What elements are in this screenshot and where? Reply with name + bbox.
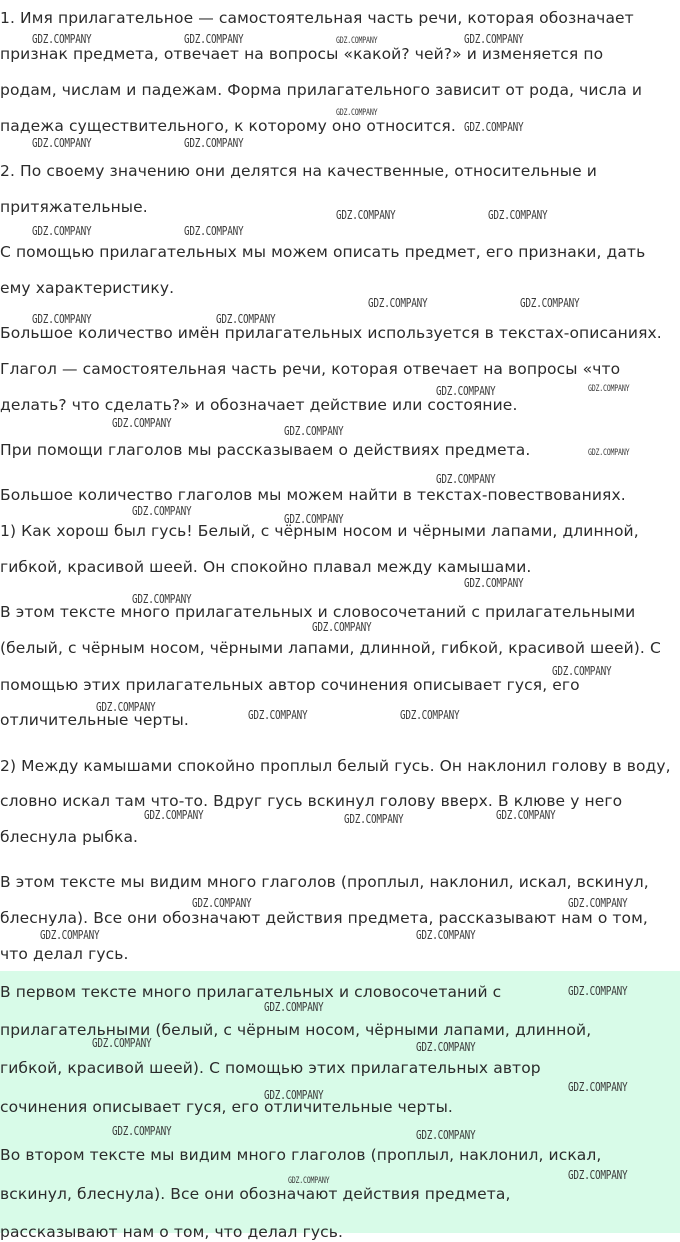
text-line: При помощи глаголов мы рассказываем о действиях предмета. <box>0 441 531 459</box>
text-line: делать? что сделать?» и обозначает действие или состояние. <box>0 396 518 414</box>
text-line: В этом тексте мы видим много глаголов (проплыл, наклонил, искал, вскинул, <box>0 873 649 891</box>
watermark: GDZ.COMPANY <box>344 812 404 826</box>
highlight-text-line: прилагательными (белый, с чёрным носом, чёрными лапами, длинной, <box>0 1021 592 1039</box>
watermark: GDZ.COMPANY <box>132 592 192 606</box>
watermark: GDZ.COMPANY <box>568 896 628 910</box>
watermark: GDZ.COMPANY <box>32 136 92 150</box>
watermark: GDZ.COMPANY <box>368 296 428 310</box>
watermark: GDZ.COMPANY <box>112 1124 172 1138</box>
text-line: ему характеристику. <box>0 279 175 297</box>
watermark: GDZ.COMPANY <box>568 1080 628 1094</box>
highlight-text-line: гибкой, красивой шеей). С помощью этих прилагательных автор <box>0 1059 541 1077</box>
watermark: GDZ.COMPANY <box>416 928 476 942</box>
watermark: GDZ.COMPANY <box>436 472 496 486</box>
watermark: GDZ.COMPANY <box>464 576 524 590</box>
highlight-text-line: В первом тексте много прилагательных и словосочетаний с <box>0 983 502 1001</box>
watermark: GDZ.COMPANY <box>184 136 244 150</box>
text-line: 2. По своему значению они делятся на качественные, относительные и <box>0 162 597 180</box>
watermark: GDZ.COMPANY <box>112 416 172 430</box>
text-line: притяжательные. <box>0 198 148 216</box>
watermark: GDZ.COMPANY <box>336 36 378 46</box>
watermark: GDZ.COMPANY <box>416 1128 476 1142</box>
watermark: GDZ.COMPANY <box>436 384 496 398</box>
text-line: отличительные черты. <box>0 711 189 729</box>
watermark: GDZ.COMPANY <box>568 1168 628 1182</box>
watermark: GDZ.COMPANY <box>40 928 100 942</box>
watermark: GDZ.COMPANY <box>32 312 92 326</box>
watermark: GDZ.COMPANY <box>184 224 244 238</box>
text-line: В этом тексте много прилагательных и словосочетаний с прилагательными <box>0 603 636 621</box>
watermark: GDZ.COMPANY <box>264 1000 324 1014</box>
watermark: GDZ.COMPANY <box>552 664 612 678</box>
watermark: GDZ.COMPANY <box>588 384 630 394</box>
watermark: GDZ.COMPANY <box>588 448 630 458</box>
text-line: (белый, с чёрным носом, чёрными лапами, длинной, гибкой, красивой шеей). С <box>0 639 661 657</box>
watermark: GDZ.COMPANY <box>568 984 628 998</box>
watermark: GDZ.COMPANY <box>496 808 556 822</box>
watermark: GDZ.COMPANY <box>336 108 378 118</box>
highlight-text-line: рассказывают нам о том, что делал гусь. <box>0 1223 343 1241</box>
watermark: GDZ.COMPANY <box>216 312 276 326</box>
watermark: GDZ.COMPANY <box>400 708 460 722</box>
highlight-text-line: вскинул, блеснула). Все они обозначают действия предмета, <box>0 1185 511 1203</box>
text-line: Глагол — самостоятельная часть речи, которая отвечает на вопросы «что <box>0 360 621 378</box>
text-line: Большое количество глаголов мы можем найти в текстах-повествованиях. <box>0 486 626 504</box>
text-line: помощью этих прилагательных автор сочинения описывает гуся, его <box>0 676 580 694</box>
text-line: 2) Между камышами спокойно проплыл белый гусь. Он наклонил голову в воду, <box>0 757 671 775</box>
watermark: GDZ.COMPANY <box>488 208 548 222</box>
watermark: GDZ.COMPANY <box>336 208 396 222</box>
text-line: блеснула). Все они обозначают действия предмета, рассказывают нам о том, <box>0 909 648 927</box>
watermark: GDZ.COMPANY <box>32 32 92 46</box>
watermark: GDZ.COMPANY <box>464 120 524 134</box>
highlight-text-line: Во втором тексте мы видим много глаголов (проплыл, наклонил, искал, <box>0 1146 602 1164</box>
watermark: GDZ.COMPANY <box>132 504 192 518</box>
text-line: падежа существительного, к которому оно относится. <box>0 117 456 135</box>
text-line: что делал гусь. <box>0 945 129 963</box>
text-line: 1) Как хорош был гусь! Белый, с чёрным носом и чёрными лапами, длинной, <box>0 522 639 540</box>
watermark: GDZ.COMPANY <box>248 708 308 722</box>
watermark: GDZ.COMPANY <box>264 1088 324 1102</box>
text-line: Большое количество имён прилагательных используется в текстах-описаниях. <box>0 324 662 342</box>
text-line: родам, числам и падежам. Форма прилагательного зависит от рода, числа и <box>0 81 643 99</box>
text-line: 1. Имя прилагательное — самостоятельная часть речи, которая обозначает <box>0 9 634 27</box>
text-line: блеснула рыбка. <box>0 828 139 846</box>
watermark: GDZ.COMPANY <box>184 32 244 46</box>
watermark: GDZ.COMPANY <box>464 32 524 46</box>
watermark: GDZ.COMPANY <box>192 896 252 910</box>
text-line: С помощью прилагательных мы можем описать предмет, его признаки, дать <box>0 243 646 261</box>
watermark: GDZ.COMPANY <box>288 1176 330 1186</box>
text-line: словно искал там что-то. Вдруг гусь вскинул голову вверх. В клюве у него <box>0 792 623 810</box>
watermark: GDZ.COMPANY <box>284 424 344 438</box>
highlight-text-line: сочинения описывает гуся, его отличительные черты. <box>0 1098 453 1116</box>
text-line: признак предмета, отвечает на вопросы «какой? чей?» и изменяется по <box>0 45 604 63</box>
watermark: GDZ.COMPANY <box>312 620 372 634</box>
watermark: GDZ.COMPANY <box>144 808 204 822</box>
watermark: GDZ.COMPANY <box>32 224 92 238</box>
watermark: GDZ.COMPANY <box>92 1036 152 1050</box>
watermark: GDZ.COMPANY <box>96 700 156 714</box>
watermark: GDZ.COMPANY <box>520 296 580 310</box>
watermark: GDZ.COMPANY <box>284 512 344 526</box>
text-line: гибкой, красивой шеей. Он спокойно плавал между камышами. <box>0 558 532 576</box>
watermark: GDZ.COMPANY <box>416 1040 476 1054</box>
